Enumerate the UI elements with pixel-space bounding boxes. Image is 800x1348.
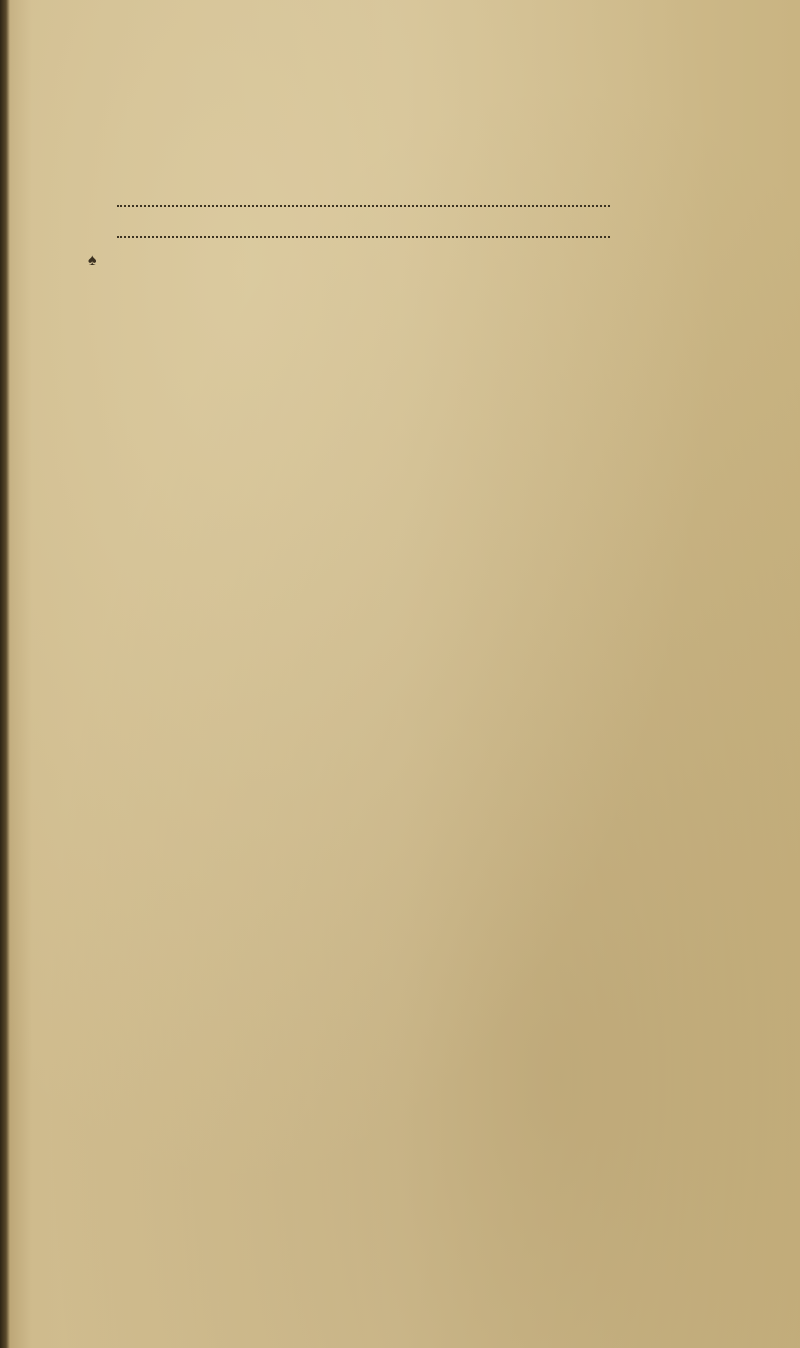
- book-spine-shadow: [0, 0, 10, 1348]
- maladies-arteres-row: [116, 209, 642, 230]
- margin-mark: ♠: [88, 252, 97, 269]
- table-of-contents: [116, 150, 642, 261]
- maladies-coeur-row: [116, 180, 642, 201]
- maladies-veines-row: [116, 240, 642, 261]
